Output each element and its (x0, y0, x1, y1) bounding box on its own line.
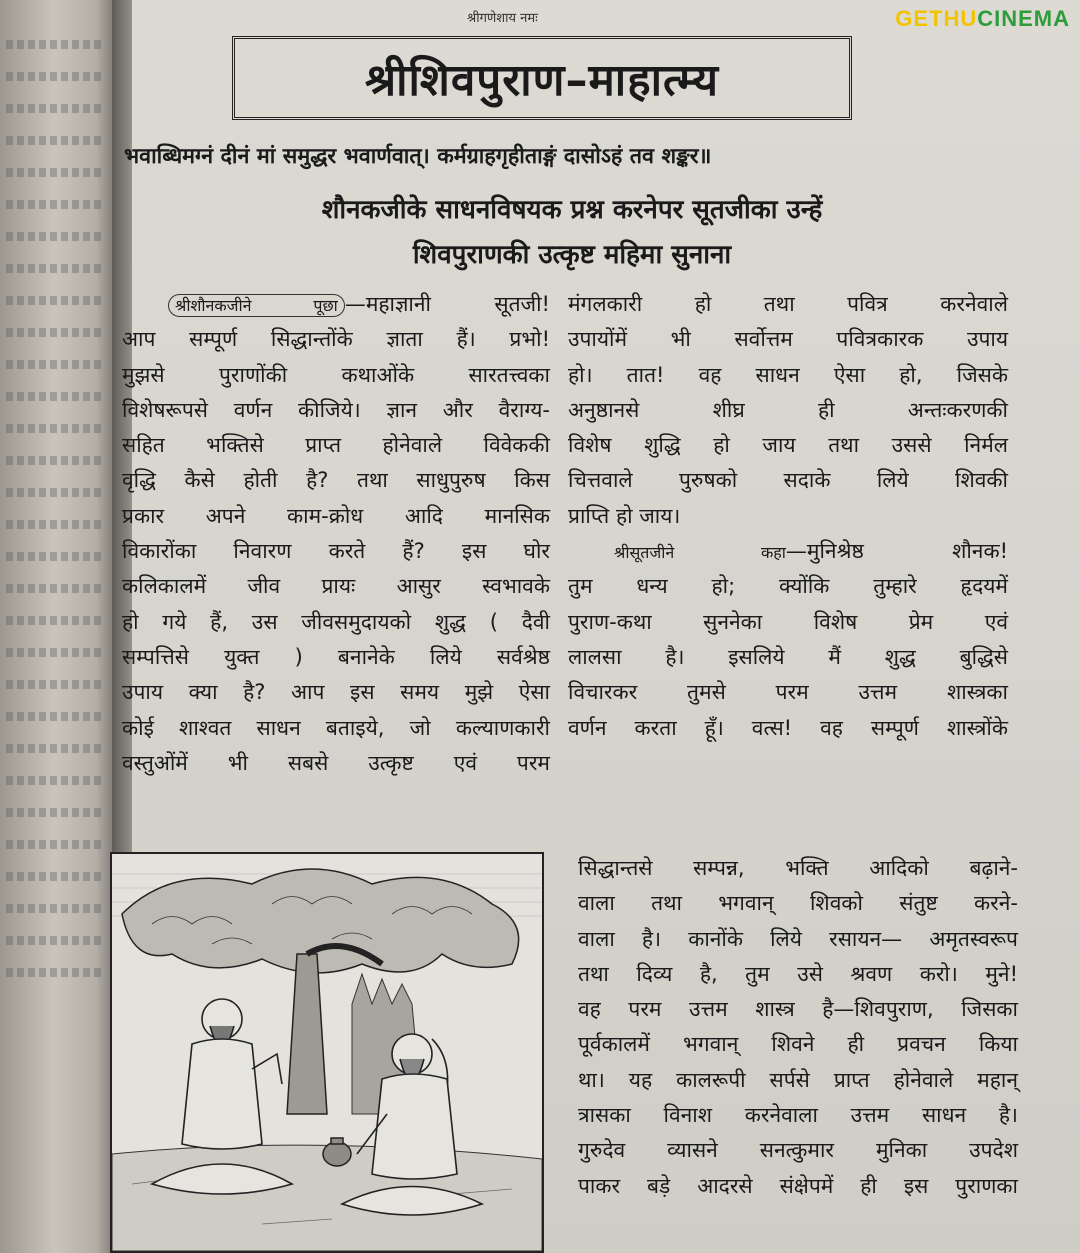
text-line: पुराण-कथा सुननेका विशेष प्रेम एवं (568, 609, 1008, 634)
speaker-shaunaka: श्रीशौनकजीने पूछा (168, 294, 345, 317)
text-line: प्रकार अपने काम-क्रोध आदि मानसिक (122, 503, 550, 528)
text-line: सहित भक्तिसे प्राप्त होनेवाले विवेककी (122, 433, 550, 458)
speaker-suta: श्रीसूतजीने कहा (614, 543, 786, 563)
text-fragment: —मुनिश्रेष्ठ शौनक! (785, 539, 1008, 564)
text-line: हो गये हैं, उस जीवसमुदायको शुद्ध ( दैवी (122, 609, 550, 634)
text-line: विकारोंका निवारण करते हैं? इस घोर (122, 539, 550, 564)
text-line: वस्तुओंमें भी सबसे उत्कृष्ट एवं परम (122, 750, 550, 775)
invocation-header: श्रीगणेशाय नमः (467, 11, 538, 26)
text-line: सिद्धान्तसे सम्पन्न, भक्ति आदिको बढ़ाने- (578, 856, 1018, 880)
text-line: वह परम उत्तम शास्त्र है—शिवपुराण, जिसका (578, 997, 1018, 1022)
text-line: कोई शाश्वत साधन बताइये, जो कल्याणकारी (122, 715, 550, 740)
text-line: उपायोंमें भी सर्वोत्तम पवित्रकारक उपाय (568, 327, 1008, 352)
text-line: विशेषरूपसे वर्णन कीजिये। ज्ञान और वैराग्य- (122, 397, 550, 422)
text-line: तुम धन्य हो; क्योंकि तुम्हारे हृदयमें (568, 574, 1008, 599)
text-line: वाला है। कानोंके लिये रसायन— अमृतस्वरूप (578, 926, 1018, 951)
watermark-part-a: GETHU (895, 6, 978, 31)
text-line: कलिकालमें जीव प्रायः आसुर स्वभावके (122, 574, 550, 599)
sages-illustration (110, 852, 544, 1253)
previous-page-edge (0, 0, 120, 1253)
text-line: वाला तथा भगवान् शिवको संतुष्ट करने- (578, 891, 1018, 916)
watermark-part-b: CINEMA (977, 6, 1070, 31)
text-line (568, 534, 1008, 569)
text-line: मुझसे पुराणोंकी कथाओंके सारतत्त्वका (122, 362, 550, 387)
sages-drawing (112, 854, 542, 1251)
watermark-logo (895, 6, 1070, 32)
text-line: पाकर बड़े आदरसे संक्षेपमें ही इस पुराणका (578, 1173, 1018, 1198)
text-line: आप सम्पूर्ण सिद्धान्तोंके ज्ञाता हैं। प्रभो! (122, 327, 550, 352)
right-text-column-upper (568, 287, 1008, 746)
text-line: तथा दिव्य है, तुम उसे श्रवण करो। मुने! (578, 961, 1018, 986)
text-line: चित्तवाले पुरुषको सदाके लिये शिवकी (568, 468, 1008, 493)
text-line: हो। तात! वह साधन ऐसा हो, जिसके (568, 362, 1008, 387)
text-line: विचारकर तुमसे परम उत्तम शास्त्रका (568, 680, 1008, 705)
text-line: वृद्धि कैसे होती है? तथा साधुपुरुष किस (122, 468, 550, 493)
text-line: वर्णन करता हूँ। वत्स! वह सम्पूर्ण शास्त्रोंके (568, 715, 1008, 740)
text-line: लालसा है। इसलिये मैं शुद्ध बुद्धिसे (568, 644, 1008, 669)
text-line: प्राप्ति हो जाय। (568, 503, 681, 528)
text-line: था। यह कालरूपी सर्पसे प्राप्त होनेवाले महान् (578, 1067, 1018, 1092)
text-line: गुरुदेव व्यासने सनत्कुमार मुनिका उपदेश (578, 1138, 1018, 1163)
chapter-heading-line-1: शौनकजीके साधनविषयक प्रश्न करनेपर सूतजीका उन्हें (321, 195, 823, 225)
book-page (122, 0, 1080, 1253)
text-line (122, 287, 550, 322)
page-title: श्रीशिवपुराण–माहात्म्य (364, 55, 720, 106)
text-line: सम्पत्तिसे युक्त ) बनानेके लिये सर्वश्रेष्ठ (122, 644, 550, 669)
right-text-column-lower (578, 851, 1018, 1204)
chapter-heading-line-2: शिवपुराणकी उत्कृष्ट महिमा सुनाना (412, 240, 732, 270)
text-line: उपाय क्या है? आप इस समय मुझे ऐसा (122, 680, 550, 705)
text-line: मंगलकारी हो तथा पवित्र करनेवाले (568, 292, 1008, 316)
text-line: पूर्वकालमें भगवान् शिवने ही प्रवचन किया (578, 1032, 1018, 1057)
left-text-column (122, 287, 550, 781)
text-line: अनुष्ठानसे शीघ्र ही अन्तःकरणकी (568, 397, 1008, 422)
text-fragment: —महाज्ञानी सूतजी! (344, 292, 550, 316)
sloka-verse: भवाब्धिमग्नं दीनं मां समुद्धर भवार्णवात्। कर्मग्राहगृहीताङ्गं दासोऽहं तव शङ्कर॥ (124, 144, 712, 169)
text-line: त्रासका विनाश करनेवाला उत्तम साधन है। (578, 1103, 1018, 1128)
title-box (232, 36, 852, 120)
text-line: विशेष शुद्धि हो जाय तथा उससे निर्मल (568, 433, 1008, 458)
